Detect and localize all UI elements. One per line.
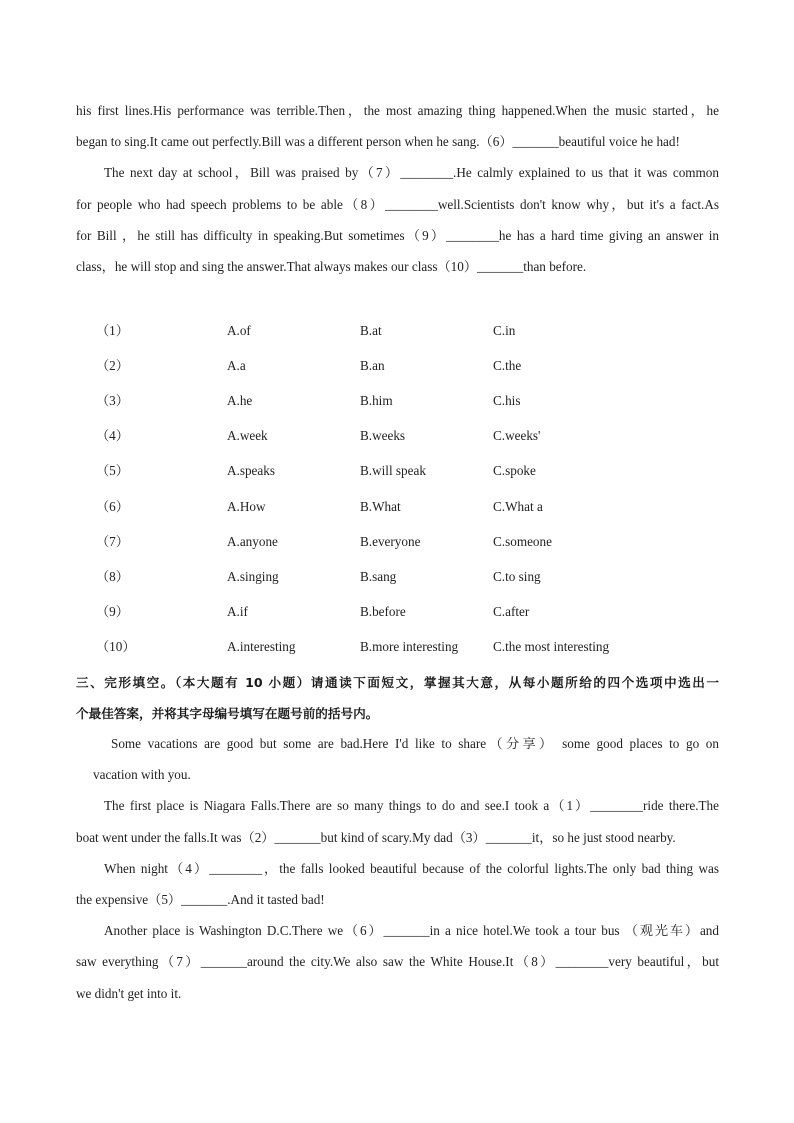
option-a: A.interesting <box>227 639 296 654</box>
passage-line: for Bill ，he still has difficulty in speaking.But sometimes（9）________he has a hard time giving an answer in <box>76 227 719 243</box>
question-number: （9） <box>96 604 129 619</box>
passage-line: boat went under the falls.It was（2）_______but kind of scary.My dad（3）_______it，so he just stood nearby. <box>76 829 676 845</box>
option-a: A.a <box>227 358 246 373</box>
option-c: C.the most interesting <box>493 639 610 654</box>
question-number: （1） <box>96 323 129 338</box>
passage-line: for people who had speech problems to be able（8）________well.Scientists don't know why，but it's a fact.As <box>76 196 719 212</box>
option-c: C.What a <box>493 499 543 514</box>
option-c: C.in <box>493 323 516 338</box>
option-c: C.someone <box>493 534 552 549</box>
passage-line: began to sing.It came out perfectly.Bill was a different person when he sang.（6）_______beautiful voice he had! <box>76 134 680 150</box>
question-number: （10） <box>96 639 136 654</box>
question-number: （8） <box>96 569 129 584</box>
section-heading <box>76 667 719 729</box>
option-b: B.weeks <box>360 428 406 443</box>
passage-line: class，he will stop and sing the answer.That always makes our class（10）_______than before. <box>76 259 587 275</box>
option-b: B.everyone <box>360 534 421 549</box>
option-c: C.his <box>493 393 521 408</box>
passage-line: saw everything（7）_______around the city.We also saw the White House.It（8）________very beautiful，but <box>76 954 719 970</box>
passage-line: his first lines.His performance was terrible.Then，the most amazing thing happened.When the music started，he <box>76 103 719 118</box>
option-b: B.him <box>360 393 393 408</box>
option-b: B.before <box>360 604 406 619</box>
question-number: （2） <box>96 358 129 373</box>
passage-line: The first place is Niagara Falls.There are so many things to do and see.I took a（1）________ride there.The <box>104 798 719 814</box>
option-a: A.anyone <box>227 534 278 549</box>
passage1-text <box>76 95 719 282</box>
option-b: B.an <box>360 358 385 373</box>
option-a: A.speaks <box>227 463 275 478</box>
passage-line: Some vacations are good but some are bad.Here I'd like to share（分享） some good places to go on <box>111 736 719 751</box>
option-c: C.to sing <box>493 569 541 584</box>
option-c: C.after <box>493 604 530 619</box>
option-c: C.weeks' <box>493 428 541 443</box>
option-a: A.he <box>227 393 253 408</box>
option-a: A.if <box>227 604 248 619</box>
passage2-text <box>76 728 719 1009</box>
option-c: C.the <box>493 358 522 373</box>
option-b: B.will speak <box>360 463 426 478</box>
option-b: B.What <box>360 499 401 514</box>
option-a: A.of <box>227 323 251 338</box>
question-number: （7） <box>96 534 129 549</box>
question-number: （4） <box>96 428 129 443</box>
passage-line: Another place is Washington D.C.There we（6）_______in a nice hotel.We took a tour bus （观光车）and <box>104 923 719 939</box>
option-a: A.week <box>227 428 268 443</box>
option-a: A.How <box>227 499 266 514</box>
passage-line: vacation with you. <box>93 767 191 783</box>
option-b: B.at <box>360 323 382 338</box>
option-b: B.more interesting <box>360 639 459 654</box>
passage-line: the expensive（5）_______.And it tasted bad! <box>76 892 325 908</box>
option-a: A.singing <box>227 569 279 584</box>
passage-line: we didn't get into it. <box>76 985 182 1001</box>
option-b: B.sang <box>360 569 397 584</box>
section-heading-line: 三、完形填空。（本大题有 10 小题）请通读下面短文，掌握其大意，从每小题所给的四个选项中选出一 <box>76 675 719 690</box>
question-number: （5） <box>96 463 129 478</box>
section-heading-line: 个最佳答案，并将其字母编号填写在题号前的括号内。 <box>76 706 379 722</box>
question-number: （3） <box>96 393 129 408</box>
question-number: （6） <box>96 499 129 514</box>
option-c: C.spoke <box>493 463 536 478</box>
passage-line: When night（4）________，the falls looked beautiful because of the colorful lights.The only bad thing was <box>104 860 719 876</box>
passage-line: The next day at school，Bill was praised by（7）________.He calmly explained to us that it was common <box>104 165 719 181</box>
